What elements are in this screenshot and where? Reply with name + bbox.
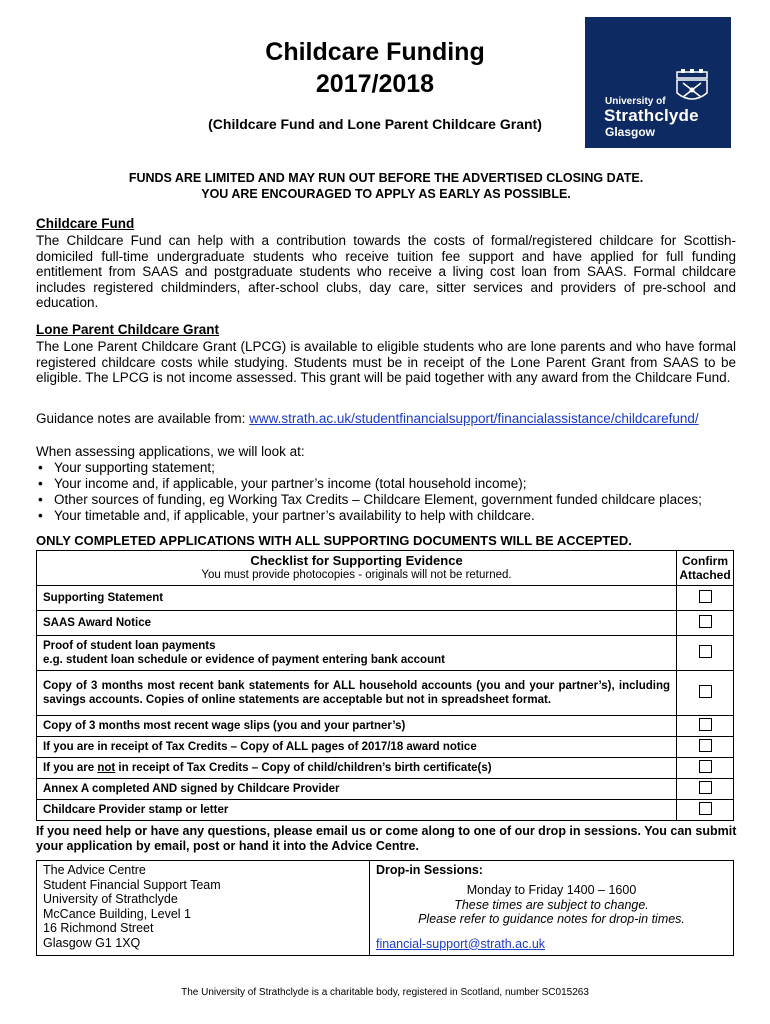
checkbox-student-loan-proof[interactable]: [699, 645, 712, 658]
checklist-item: If you are not in receipt of Tax Credits – Copy of child/children’s birth certificate(s): [37, 758, 677, 779]
table-row: [37, 611, 734, 636]
checklist-item: Copy of 3 months most recent bank statements for ALL household accounts (you and your partner’s), including savings accounts. Copies of online statements are acceptable but not in spreadsheet format.: [37, 671, 677, 716]
childcare-fund-heading: Childcare Fund: [36, 216, 135, 231]
checklist-header-row: [37, 551, 734, 586]
assess-list: [36, 460, 746, 524]
dropin-note1: These times are subject to change.: [454, 897, 649, 912]
university-logo: [585, 17, 731, 148]
table-row: [37, 716, 734, 737]
checkbox-wage-slips[interactable]: [699, 718, 712, 731]
dropin-hours: Monday to Friday 1400 – 1600: [466, 883, 637, 897]
childcare-fund-text: The Childcare Fund can help with a contribution towards the costs of formal/registered childcare for Scottish-domiciled full-time undergraduate students who receive tuition fee support and have applied for full funding entitlement from SAAS and postgraduate students who receive a living cost loan from SAAS. Formal childcare includes registered childminders, after-school clubs, day care, sitter services and providers of pre-school and education.: [36, 233, 736, 311]
university-crest-icon: [673, 69, 711, 105]
dropin-note2: Please refer to guidance notes for drop-in times.: [418, 912, 685, 926]
checklist-item: Annex A completed AND signed by Childcare Provider: [37, 779, 677, 800]
warning-line1: FUNDS ARE LIMITED AND MAY RUN OUT BEFORE THE ADVERTISED CLOSING DATE.: [128, 171, 644, 185]
checkbox-provider-stamp[interactable]: [699, 802, 712, 815]
checklist-item: Childcare Provider stamp or letter: [37, 800, 677, 821]
footer-text: The University of Strathclyde is a charitable body, registered in Scotland, number SC015263: [181, 987, 589, 998]
table-row: [37, 636, 734, 671]
checkbox-tax-credits-award[interactable]: [699, 739, 712, 752]
only-completed-notice: ONLY COMPLETED APPLICATIONS WITH ALL SUPPORTING DOCUMENTS WILL BE ACCEPTED.: [36, 533, 632, 548]
document-subtitle: (Childcare Fund and Lone Parent Childcare Grant): [208, 116, 542, 132]
document-title-line2: 2017/2018: [315, 70, 435, 98]
checkbox-birth-certificates[interactable]: [699, 760, 712, 773]
guidance-prefix: Guidance notes are available from:: [36, 411, 250, 426]
checkbox-supporting-statement[interactable]: [699, 590, 712, 603]
checklist-item: Copy of 3 months most recent wage slips (you and your partner’s): [37, 716, 677, 737]
assess-intro: When assessing applications, we will look at:: [36, 444, 305, 459]
logo-text-university-of: University of: [605, 96, 666, 107]
attached-label: Attached: [679, 568, 731, 582]
lpcg-text: The Lone Parent Childcare Grant (LPCG) is available to eligible students who are lone parents and who have formal registered childcare costs while studying. Students must be in receipt of the Lone Parent Grant from SAAS to be eligible. The LPCG is not income assessed. This grant will be paid together with any award from the Childcare Fund.: [36, 339, 736, 386]
warning-line2: YOU ARE ENCOURAGED TO APPLY AS EARLY AS POSSIBLE.: [201, 187, 571, 201]
guidance-link[interactable]: www.strath.ac.uk/studentfinancialsupport/financialassistance/childcarefund/: [249, 411, 699, 426]
contact-table: [36, 860, 734, 956]
list-item: • Your timetable and, if applicable, your partner’s availability to help with childcare.: [36, 508, 746, 524]
dropin-sessions: [370, 861, 734, 956]
checklist-title: Checklist for Supporting Evidence: [250, 553, 463, 568]
checklist-item: Proof of student loan payments e.g. student loan schedule or evidence of payment entering bank account: [37, 636, 677, 671]
table-row: [37, 586, 734, 611]
checklist-table: [36, 550, 734, 821]
help-text: If you need help or have any questions, please email us or come along to one of our drop in sessions. You can submit your application by email, post or hand it into the Advice Centre.: [36, 824, 737, 853]
guidance-notes: [36, 411, 736, 427]
list-item: • Your supporting statement;: [36, 460, 746, 476]
table-row: [37, 779, 734, 800]
confirm-attached-header: [677, 551, 734, 586]
table-row: [37, 758, 734, 779]
checklist-subtitle: You must provide photocopies - originals will not be returned.: [201, 569, 512, 581]
email-link[interactable]: financial-support@strath.ac.uk: [376, 936, 546, 951]
confirm-label: Confirm: [682, 554, 728, 568]
list-item: • Other sources of funding, eg Working Tax Credits – Childcare Element, government funded childcare places;: [36, 492, 746, 508]
list-item: • Your income and, if applicable, your partner’s income (total household income);: [36, 476, 746, 492]
checkbox-bank-statements[interactable]: [699, 685, 712, 698]
logo-text-strathclyde: Strathclyde: [604, 106, 699, 125]
logo-text-glasgow: Glasgow: [605, 125, 656, 139]
checklist-item: If you are in receipt of Tax Credits – Copy of ALL pages of 2017/18 award notice: [37, 737, 677, 758]
document-title-line1: Childcare Funding: [265, 38, 485, 66]
checklist-item: SAAS Award Notice: [37, 611, 677, 636]
checkbox-annex-a[interactable]: [699, 781, 712, 794]
table-row: [37, 737, 734, 758]
lpcg-heading: Lone Parent Childcare Grant: [36, 322, 220, 337]
table-row: [37, 800, 734, 821]
advice-centre-address: The Advice Centre Student Financial Support Team University of Strathclyde McCance Building, Level 1 16 Richmond Street Glasgow G1 1XQ: [37, 861, 370, 956]
dropin-title: Drop-in Sessions:: [376, 863, 483, 877]
checklist-item: Supporting Statement: [37, 586, 677, 611]
checkbox-saas-award-notice[interactable]: [699, 615, 712, 628]
checklist-header: [37, 551, 677, 586]
table-row: [37, 671, 734, 716]
